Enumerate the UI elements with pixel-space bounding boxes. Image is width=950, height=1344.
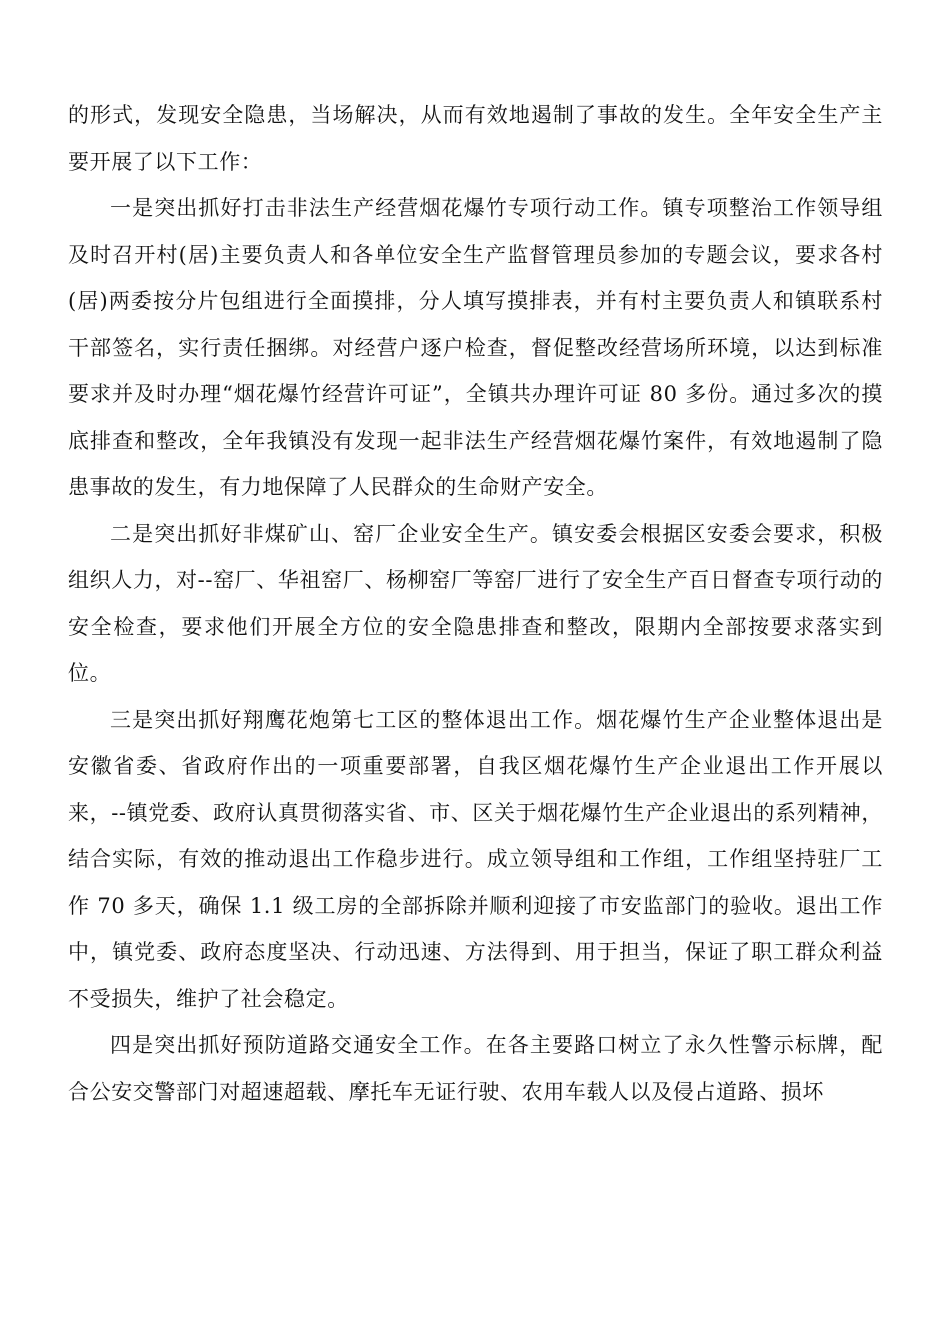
paragraph-fireworks-crackdown: 一是突出抓好打击非法生产经营烟花爆竹专项行动工作。镇专项整治工作领导组及时召开村(居)主要负责人和各单位安全生产监督管理员参加的专题会议，要求各村(居)两委按分片包组进行全面摸排，分人填写摸排表，并有村主要负责人和镇联系村干部签名，实行责任捆绑。对经营户逐户检查，督促整改经营场所环境，以达到标准要求并及时办理“烟花爆竹经营许可证”，全镇共办理许可证 80 多份。通过多次的摸底排查和整改，全年我镇没有发现一起非法生产经营烟花爆竹案件，有效地遏制了隐患事故的发生，有力地保障了人民群众的生命财产安全。 [68, 196, 883, 499]
paragraph-road-traffic-safety: 四是突出抓好预防道路交通安全工作。在各主要路口树立了永久性警示标牌，配合公安交警部门对超速超载、摩托车无证行驶、农用车载人以及侵占道路、损坏 [68, 1033, 883, 1104]
paragraph-factory-exit: 三是突出抓好翔鹰花炮第七工区的整体退出工作。烟花爆竹生产企业整体退出是安徽省委、省政府作出的一项重要部署，自我区烟花爆竹生产企业退出工作开展以来，--镇党委、政府认真贯彻落实省、市、区关于烟花爆竹生产企业退出的系列精神，结合实际，有效的推动退出工作稳步进行。成立领导组和工作组，工作组坚持驻厂工作 70 多天，确保 1.1 级工房的全部拆除并顺利迎接了市安监部门的验收。退出工作中，镇党委、政府态度坚决、行动迅速、方法得到、用于担当，保证了职工群众利益不受损失，维护了社会稳定。 [68, 707, 883, 1011]
paragraph-intro: 的形式，发现安全隐患，当场解决，从而有效地遏制了事故的发生。全年安全生产主要开展了以下工作： [68, 103, 883, 174]
document-body [68, 92, 883, 1115]
paragraph-mine-kiln-safety: 二是突出抓好非煤矿山、窑厂企业安全生产。镇安委会根据区安委会要求，积极组织人力，对--窑厂、华祖窑厂、杨柳窑厂等窑厂进行了安全生产百日督查专项行动的安全检查，要求他们开展全方位的安全隐患排查和整改，限期内全部按要求落实到位。 [68, 521, 883, 685]
